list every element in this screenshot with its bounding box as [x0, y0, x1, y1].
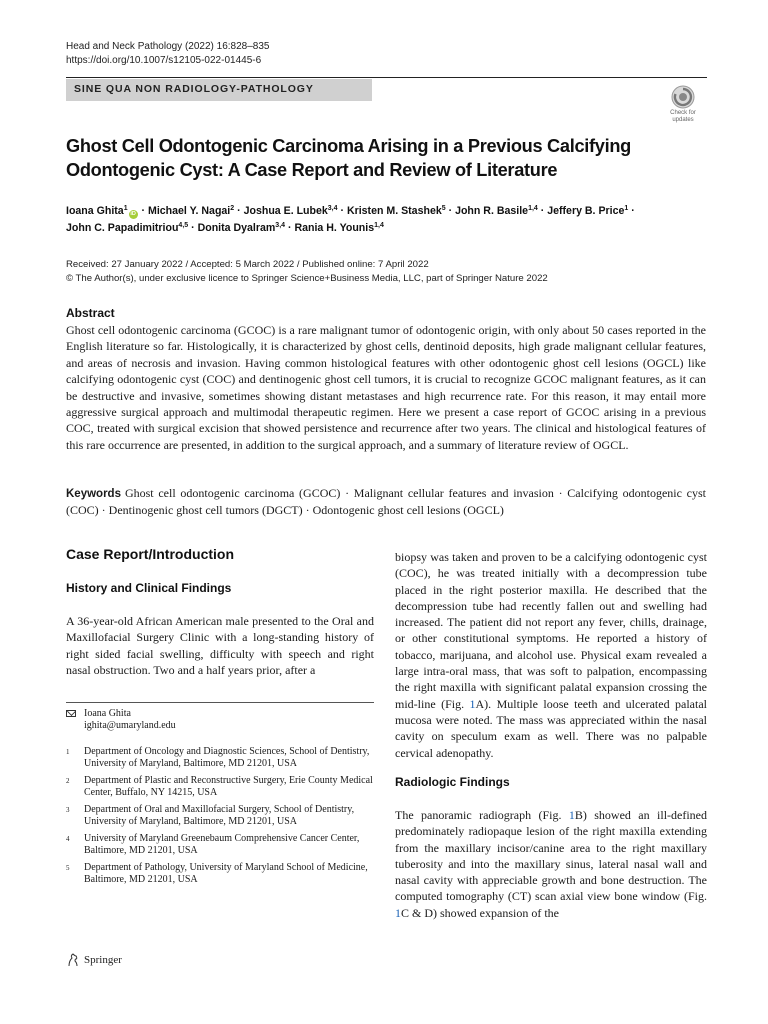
affiliation-item	[66, 804, 374, 828]
author-affiliation: 1	[123, 205, 128, 212]
updates-line-1: Check for	[670, 110, 696, 116]
affiliation-text: University of Maryland Greenebaum Comprehensive Cancer Center, Baltimore, MD 21201, USA	[84, 833, 360, 856]
author-name: Michael Y. Nagai	[148, 205, 231, 217]
affiliation-list	[66, 746, 374, 886]
author-name: Jeffery B. Price	[547, 205, 625, 217]
author-separator: ·	[188, 222, 198, 234]
radio-text-b: B) showed an ill-defined predominately radiopaque lesion of the right maxilla extending from the maxillary incisor/canine area to the right maxillary tuberosity and into the maxillary sinus, lateral nasal wall and nasal cavity with appreciable growth and bone destruction. The computed tomography (CT) scan axial view bone window (Fig.	[395, 808, 708, 904]
affiliation-item	[66, 746, 374, 770]
affiliation-text: Department of Oral and Maxillofacial Surgery, School of Dentistry, University of Maryland, Baltimore, MD 21201, USA	[84, 804, 355, 827]
article-title	[66, 134, 686, 182]
envelope-icon	[66, 710, 76, 717]
affiliation-item	[66, 775, 374, 799]
affiliation-number: 2	[66, 777, 70, 785]
header-divider	[66, 77, 707, 78]
author-separator: ·	[628, 205, 635, 217]
keywords-text: Ghost cell odontogenic carcinoma (GCOC) · Malignant cellular features and invasion · Calcifying odontogenic cyst (COC) · Dentinogenic ghost cell tumors (DGCT) · Odontogenic ghost cell lesions (OGCL)	[66, 486, 706, 518]
author-name: Ioana Ghita	[66, 205, 124, 217]
author-list	[66, 203, 706, 237]
publication-dates	[66, 258, 706, 285]
abstract-heading: Abstract	[66, 306, 115, 320]
title-line-1: Ghost Cell Odontogenic Carcinoma Arising in a Previous Calcifying	[66, 136, 631, 156]
affiliation-number: 3	[66, 806, 70, 814]
author-separator: ·	[138, 205, 149, 217]
footnote-divider	[66, 702, 374, 703]
page-footer	[66, 953, 122, 967]
author-affiliation: 3,4	[327, 205, 338, 212]
affiliation-item	[66, 862, 374, 886]
author[interactable]	[244, 205, 338, 217]
affiliation-text: Department of Pathology, University of Maryland School of Medicine, Baltimore, MD 21201, USA	[84, 862, 368, 885]
author-separator: ·	[285, 222, 295, 234]
check-for-updates-badge[interactable]	[664, 85, 702, 123]
check-for-updates-icon	[671, 85, 695, 109]
affiliation-text: Department of Oncology and Diagnostic Sciences, School of Dentistry, University of Maryland, Baltimore, MD 21201, USA	[84, 746, 370, 769]
footnotes	[66, 708, 374, 891]
section-heading-case-report: Case Report/Introduction	[66, 546, 235, 562]
history-paragraph: A 36-year-old African American male presented to the Oral and Maxillofacial Surgery Clinic with a long-standing history of right sided facial swelling, difficulty with speech and right nasal obstruction. Two and a half years prior, after a	[66, 614, 374, 677]
corresponding-author	[66, 708, 374, 732]
author-name: Donita Dyalram	[197, 222, 276, 234]
publisher-name: Springer	[84, 954, 122, 966]
keywords	[66, 485, 706, 519]
author[interactable]	[198, 222, 285, 234]
publication-history: Received: 27 January 2022 / Accepted: 5 March 2022 / Published online: 7 April 2022	[66, 259, 429, 270]
journal-header	[66, 40, 269, 68]
contact-email[interactable]: ighita@umaryland.edu	[84, 720, 176, 731]
author-name: John R. Basile	[455, 205, 529, 217]
radio-text-a: The panoramic radiograph (Fig.	[395, 808, 569, 822]
radio-text-c: C & D) showed expansion of the	[401, 905, 559, 920]
author[interactable]	[294, 222, 383, 234]
affiliation-item	[66, 833, 374, 857]
clinical-paragraph	[395, 549, 707, 761]
affiliation-number: 5	[66, 864, 70, 872]
author-affiliation: 3,4	[275, 222, 286, 229]
clinical-text-b: A). Multiple loose teeth and ulcerated palatal mucosa were noted. The mass was appreciated within the nasal cavity on speculum exam as well. There was no palpable cervical adenopathy.	[395, 696, 707, 760]
author[interactable]	[347, 205, 446, 217]
title-line-2: Odontogenic Cyst: A Case Report and Review of Literature	[66, 160, 558, 180]
updates-line-2: updates	[672, 116, 694, 123]
subheading-history: History and Clinical Findings	[66, 581, 232, 595]
abstract-text: Ghost cell odontogenic carcinoma (GCOC) is a rare malignant tumor of odontogenic origin, with only about 50 cases reported in the English literature so far. Histologically, it is characterized by ghost cells, dentinoid deposits, high grade malignant cellular features, and areas of necrosis and invasion. Having common histological features with other odontogenic ghost cell lesions (OGCL) like calcifying odontogenic cyst (COC) and dentinogenic ghost cell tumors, it is crucial to recognize GCOC malignant features, as it can be destructive and invasive, sometimes showing distant metastases and high recurrence rate. For this reason, it may entail more aggressive surgical approach and multimodal therapeutic regimen. Here we present a case report of GCOC arising in a previous COC, treated with surgical excision that showed persistence and recurrence after two years. The clinical and histological features of this rare occurrence are presented, in addition to the surgical approach, and a summary of literature review of OGCL.	[66, 323, 706, 452]
doi-link[interactable]: https://doi.org/10.1007/s12105-022-01445-6	[66, 55, 262, 66]
author-separator: ·	[234, 205, 244, 217]
author-name: Joshua E. Lubek	[243, 205, 328, 217]
author[interactable]	[455, 205, 538, 217]
affiliation-number: 4	[66, 835, 70, 843]
keywords-label: Keywords	[66, 488, 121, 500]
contact-name: Ioana Ghita	[84, 708, 131, 719]
figure-1b-link[interactable]: 1	[568, 808, 575, 822]
author-name: Kristen M. Stashek	[346, 205, 442, 217]
author[interactable]	[66, 205, 139, 217]
author-affiliation: 2	[230, 205, 235, 212]
author-separator: ·	[445, 205, 456, 217]
section-banner: SINE QUA NON RADIOLOGY-PATHOLOGY	[66, 79, 372, 101]
author[interactable]	[148, 205, 234, 217]
author-affiliation: 1,4	[528, 205, 538, 212]
author-affiliation: 1,4	[374, 222, 384, 229]
affiliation-number: 1	[66, 748, 70, 756]
author[interactable]	[547, 205, 628, 217]
author-separator: ·	[537, 205, 548, 217]
orcid-icon[interactable]: iD	[130, 211, 136, 217]
author-affiliation: 1	[624, 205, 629, 212]
affiliation-text: Department of Plastic and Reconstructive Surgery, Erie County Medical Center, Buffalo, NY 14215, USA	[84, 775, 373, 798]
author-affiliation: 5	[441, 205, 446, 212]
subheading-radiologic: Radiologic Findings	[395, 775, 510, 789]
author-name: John C. Papadimitriou	[66, 222, 179, 234]
clinical-text-a: biopsy was taken and proven to be a calcifying odontogenic cyst (COC), he was treated initially with a decompression tube placed in the right posterior maxilla. He described that the decompression tube had recently fallen out and swelling had increased. The patient did not report any fever, chills, drainage, or other constitutional symptoms. He reported a history of tobacco, marijuana, and alcohol use. Physical exam revealed a large intra-oral mass, that was soft to palpation, encompassing the right maxilla with significant palatal expansion crossing the mid-line (Fig.	[395, 550, 707, 711]
springer-horse-icon	[66, 953, 80, 967]
journal-citation: Head and Neck Pathology (2022) 16:828–835	[66, 41, 270, 52]
figure-1c-link[interactable]: 1	[395, 905, 401, 920]
author[interactable]	[66, 222, 188, 234]
author-affiliation: 4,5	[178, 222, 189, 229]
figure-1-link[interactable]: 1	[469, 696, 476, 711]
author-name: Rania H. Younis	[294, 222, 375, 234]
radiologic-paragraph	[395, 807, 707, 921]
author-separator: ·	[337, 205, 347, 217]
copyright-notice: © The Author(s), under exclusive licence to Springer Science+Business Media, LLC, part of Springer Nature 2022	[66, 272, 548, 284]
